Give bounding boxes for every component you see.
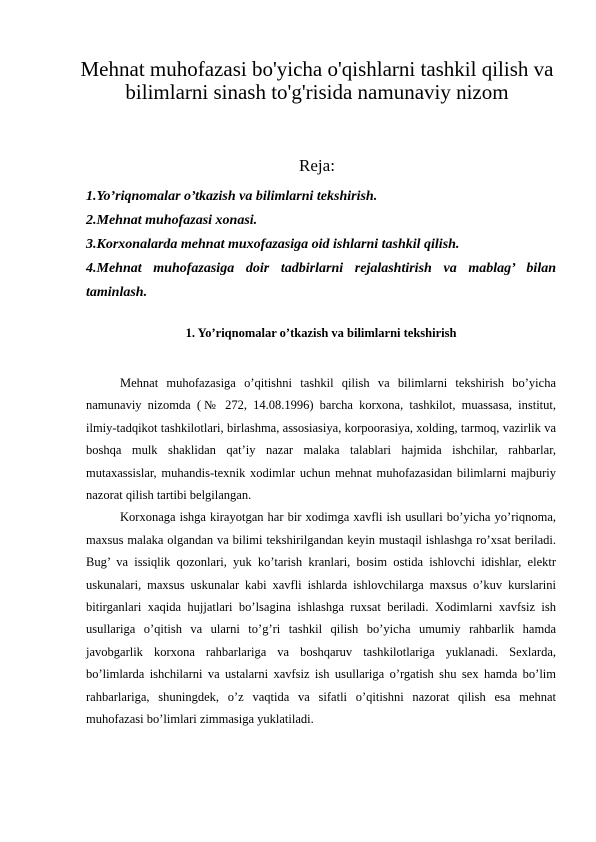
- plan-item: 4.Mehnat muhofazasiga doir tadbirlarni rejalashtirish va mablag’ bilan taminlash.: [86, 261, 556, 300]
- plan-list: [86, 185, 556, 305]
- body-text: [86, 372, 556, 731]
- plan-item: 2.Mehnat muhofazasi xonasi.: [86, 213, 258, 228]
- plan-item: 1.Yo’riqnomalar o’tkazish va bilimlarni tekshirish.: [86, 189, 378, 204]
- paragraph: Korxonaga ishga kirayotgan har bir xodimga xavfli ish usullari bo’yicha yo’riqnoma, maxsus malaka olgandan va bilimi tekshirilgandan keyin mustaqil ishlashga ro’xsat beriladi. Bug’ va issiqlik qozonlari, yuk ko’tarish kranlari, bosim ostida ishlovchi idishlar, elektr uskunalari, maxsus uskunalar kabi xavfli ishlarda ishlovchilarga maxsus o’kuv kurslarini bitirganlari xaqida hujjatlari bo’lsagina ishlashga ruxsat beriladi. Xodimlarni xavfsiz ish usullariga o’qitish va ularni to’g’ri tashkil qilish bo’yicha umumiy rahbarlik hamda javobgarlik korxona rahbarlariga va boshqaruv tashkilotlariga yuklanadi. Sexlarda, bo’limlarda ishchilarni va ustalarni xavfsiz ish usullariga o’rgatish shu sex hamda bo’lim rahbarlariga, shuningdek, o’z vaqtida va sifatli o’qitishni nazorat qilish esa mehnat muhofazasi bo’limlari zimmasiga yuklatiladi.: [86, 510, 556, 727]
- section-heading: 1. Yo’riqnomalar o’tkazish va bilimlarni tekshirish: [185, 326, 457, 340]
- document-title: Mehnat muhofazasi bo'yicha o'qishlarni tashkil qilish va bilimlarni sinash to'g'risida namunaviy nizom: [80, 57, 554, 104]
- plan-item: 3.Korxonalarda mehnat muxofazasiga oid ishlarni tashkil qilish.: [86, 237, 460, 252]
- paragraph: Mehnat muhofazasiga o’qitishni tashkil qilish va bilimlarni tekshirish bo’yicha namunaviy nizomda (№ 272, 14.08.1996) barcha korxona, tashkilot, muassasa, institut, ilmiy-tadqikot tashkilotlari, birlashma, assosiasiya, korpoorasiya, xolding, tarmoq, vazirlik va boshqa mulk shaklidan qat’iy nazar malaka talablari hajmida ishchilar, rahbarlar, mutaxassislar, muhandis-texnik xodimlar uchun mehnat muhofazasidan bilimlarni majburiy nazorat qilish tartibi belgilangan.: [86, 376, 556, 503]
- plan-heading: Reja:: [299, 156, 335, 175]
